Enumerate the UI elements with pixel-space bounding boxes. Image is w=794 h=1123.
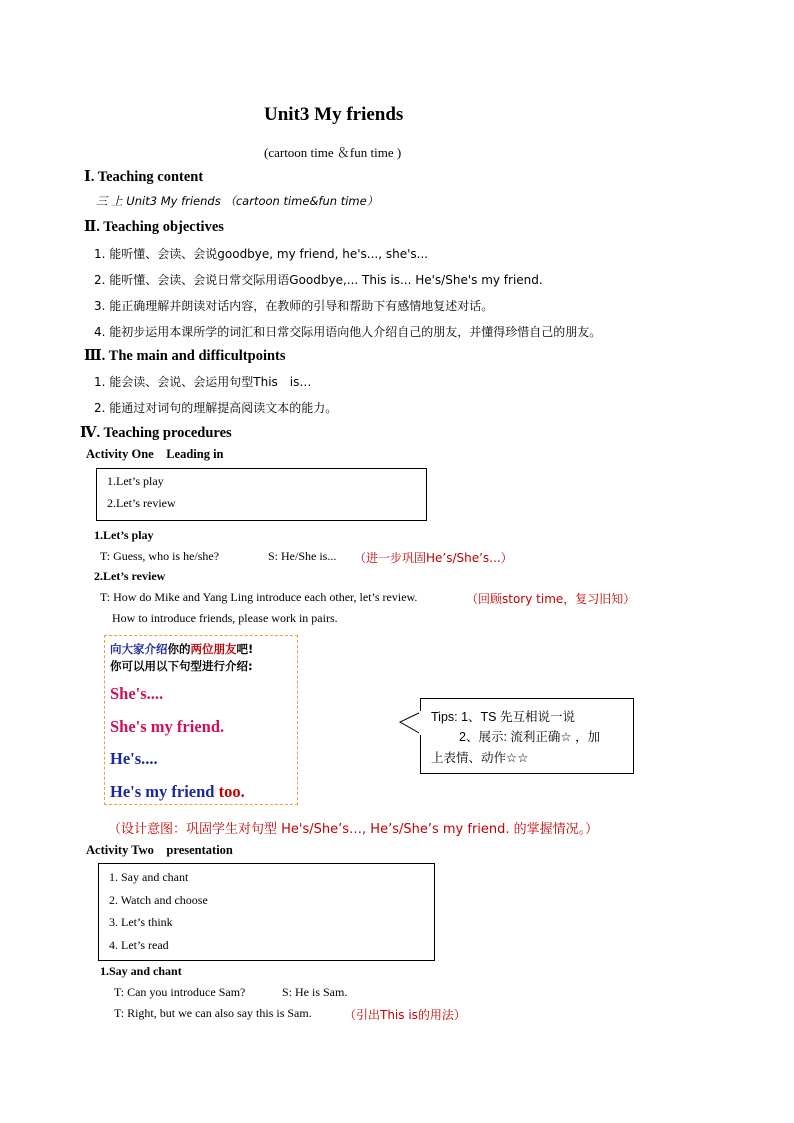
lets-play-heading: 1.Let’s play [94,528,154,542]
tips-line-1: Tips: 1、TS 先互相说一说 [431,710,575,724]
section-1-content: 三 上 Unit3 My friends （cartoon time&fun time） [96,194,379,208]
tips-callout-gap [419,711,423,735]
slide-sentence-hes-friend [110,782,245,802]
list-item: 3. Let’s think [109,915,173,929]
chant-teacher-line-2: T: Right, but we can also say this is Sam. [114,1006,312,1020]
review-note: （回顾story time，复习旧知） [466,592,636,606]
review-teacher-line: T: How do Mike and Yang Ling introduce each other, let’s review. [100,590,418,604]
chant-student-line: S: He is Sam. [282,985,348,999]
tips-line-2: 2、展示: 流利正确☆ ，加 [459,730,601,744]
play-student-line: S: He/She is... [268,549,337,563]
slide-sentence-shes-friend: She's my friend. [110,717,225,736]
review-teacher-line-2: How to introduce friends, please work in pairs. [112,611,338,625]
play-note: （进一步巩固He’s/She’s...） [354,551,513,565]
objective-item: 2. 能听懂、会读、会说日常交际用语Goodbye,... This is... He's/She's my friend. [94,273,543,287]
objective-item: 3. 能正确理解并朗读对话内容，在教师的引导和帮助下有感情地复述对话。 [94,299,494,313]
section-2-heading: Ⅱ. Teaching objectives [84,219,224,235]
say-and-chant-heading: 1.Say and chant [100,964,182,978]
section-4-heading: Ⅳ. Teaching procedures [80,425,232,441]
activity-two-box [98,863,435,961]
chant-note: （引出This is的用法） [344,1008,466,1022]
list-item: 2. Watch and choose [109,893,208,907]
page-subtitle: (cartoon time ＆fun time ) [264,145,402,160]
list-item: 2.Let’s review [107,496,176,510]
activity-one-box [96,468,427,521]
activity-two-title: Activity Two presentation [86,843,233,857]
chant-teacher-line: T: Can you introduce Sam? [114,985,246,999]
activity-one-title: Activity One Leading in [86,447,224,461]
section-3-heading: Ⅲ. The main and difficultpoints [84,348,286,364]
slide-instruction-part: 两位朋友 [190,642,237,656]
introduce-friends-slide [104,635,298,805]
list-item: 4. Let’s read [109,938,169,952]
tips-callout [420,698,634,774]
slide-sentence-hes: He's.... [110,749,158,768]
list-item: 1. Say and chant [109,870,189,884]
slide-sentence-part: He's my friend [110,782,219,801]
slide-instruction-2: 你可以用以下句型进行介绍: [110,659,253,673]
objective-item: 4. 能初步运用本课所学的词汇和日常交际用语向他人介绍自己的朋友，并懂得珍惜自己的朋友。 [94,325,602,339]
slide-instruction-part: 你的 [167,642,191,656]
design-note: （设计意图：巩固学生对句型 He's/She’s…, He’s/She’s my friend. 的掌握情况。） [108,822,599,837]
play-teacher-line: T: Guess, who is he/she? [100,549,220,563]
tips-line-3: 上表情、动作☆☆ [431,751,529,765]
section-1-heading: Ⅰ. Teaching content [84,169,204,185]
list-item: 1.Let’s play [107,474,164,488]
slide-sentence-shes: She's.... [110,684,164,703]
objective-item: 1. 能听懂、会读、会说goodbye, my friend, he's..., she's... [94,247,429,261]
keypoint-item: 2. 能通过对词句的理解提高阅读文本的能力。 [94,401,338,415]
slide-instruction-1 [110,641,253,657]
lets-review-heading: 2.Let’s review [94,569,166,583]
page-title: Unit3 My friends [264,104,404,125]
keypoint-item: 1. 能会读、会说、会运用句型This is… [94,375,312,389]
slide-instruction-part: 向大家介绍 [110,642,168,656]
slide-sentence-part: too. [218,782,245,801]
slide-instruction-part: 吧! [236,642,254,656]
